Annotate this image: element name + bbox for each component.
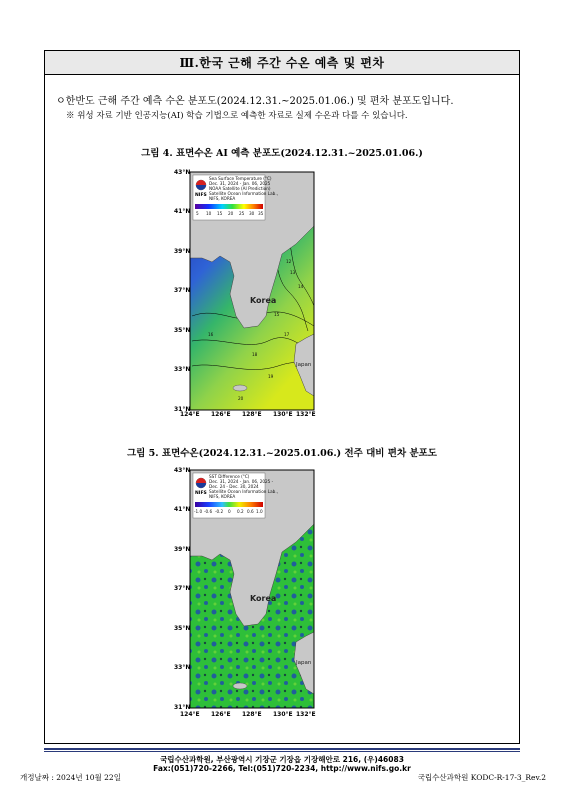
- legend-line: Satellite Ocean Information Lab.,: [209, 191, 278, 196]
- document-id: 국립수산과학원 KODC-R-17-3_Rev.2: [417, 773, 546, 782]
- colorbar-tick: -0.2: [215, 509, 224, 514]
- disclaimer-note: ※ 위성 자료 기반 인공지능(AI) 학습 기법으로 예측한 자료로 실제 수온과 다를 수 있습니다.: [66, 111, 408, 121]
- legend-line: NIFS, KOREA: [209, 196, 236, 201]
- jeju-island: [233, 683, 247, 689]
- land-label-japan: Japan: [296, 362, 312, 368]
- colorbar-tick: 20: [228, 211, 234, 216]
- colorbar-tick: 30: [249, 211, 255, 216]
- lat-tick: 39°N: [174, 248, 191, 255]
- figure4-svg: [174, 166, 316, 418]
- lat-tick: 41°N: [174, 506, 191, 513]
- lat-tick: 35°N: [174, 327, 191, 334]
- legend-line: Dec. 24 - Dec. 30, 2024: [209, 484, 259, 489]
- colorbar-tick: 35: [258, 211, 264, 216]
- colorbar-tick: 10: [206, 211, 212, 216]
- lat-tick: 39°N: [174, 546, 191, 553]
- lon-tick: 132°E: [296, 411, 316, 418]
- footer-rule-thin: [44, 751, 520, 752]
- lat-tick: 33°N: [174, 366, 191, 373]
- nifs-logo-text: NIFS: [195, 193, 207, 198]
- figure4-caption: 그림 4. 표면수온 AI 예측 분포도(2024.12.31.~2025.01.06.): [141, 148, 423, 159]
- figure5-caption: 그림 5. 표면수온(2024.12.31.~2025.01.06.) 전주 대비 편차 분포도: [127, 448, 437, 459]
- lat-tick: 35°N: [174, 625, 191, 632]
- contour-label: 14: [298, 284, 304, 289]
- colorbar: [195, 204, 263, 209]
- land-label-korea: Korea: [250, 594, 277, 603]
- contour-label: 19: [268, 374, 274, 379]
- contour-label: 18: [252, 352, 258, 357]
- colorbar: [195, 502, 263, 507]
- legend-line: SST Difference (°C): [209, 474, 250, 479]
- lat-tick: 37°N: [174, 585, 191, 592]
- figure4-sst-map: [174, 166, 316, 418]
- legend-line: Dec. 31, 2024 - Jan. 06, 2025 -: [209, 479, 274, 484]
- contour-label: 20: [238, 396, 244, 401]
- lat-tick: 33°N: [174, 664, 191, 671]
- footer-rule: [44, 748, 520, 750]
- lon-tick: 130°E: [273, 711, 293, 718]
- lon-tick: 124°E: [180, 411, 200, 418]
- footer-address: 국립수산과학원, 부산광역시 기장군 기장읍 기장해안로 216, (우)46083: [160, 755, 404, 764]
- legend-line: Satellite Ocean Information Lab.,: [209, 489, 278, 494]
- figure5-svg: [174, 464, 316, 718]
- lon-tick: 126°E: [211, 711, 231, 718]
- colorbar-tick: 25: [239, 211, 245, 216]
- nifs-logo-text: NIFS: [195, 491, 207, 496]
- lat-tick: 37°N: [174, 287, 191, 294]
- bullet-text: ㅇ한반도 근해 주간 예측 수온 분포도(2024.12.31.~2025.01.06.) 및 편차 분포도입니다.: [56, 96, 454, 107]
- contour-label: 16: [208, 332, 214, 337]
- figure5-diff-map: [174, 464, 316, 718]
- contour-label: 13: [290, 270, 296, 275]
- lon-tick: 132°E: [296, 711, 316, 718]
- section-title: Ⅲ.한국 근해 주간 수온 예측 및 편차: [45, 51, 519, 75]
- lat-tick: 43°N: [174, 467, 191, 474]
- legend-line: NOAA Satellite (AI Prediction): [209, 186, 271, 191]
- colorbar-tick: -0.6: [204, 509, 213, 514]
- legend-line: Sea Surface Temperature (°C): [209, 176, 272, 181]
- lon-tick: 126°E: [211, 411, 231, 418]
- lat-tick: 41°N: [174, 208, 191, 215]
- land-label-korea: Korea: [250, 296, 277, 305]
- colorbar-tick: 0.6: [247, 509, 254, 514]
- colorbar-tick: 0.2: [237, 509, 244, 514]
- lat-tick: 31°N: [174, 406, 191, 413]
- lon-tick: 124°E: [180, 711, 200, 718]
- lat-tick: 31°N: [174, 704, 191, 711]
- contour-label: 15: [274, 312, 280, 317]
- colorbar-tick: -1.0: [194, 509, 203, 514]
- contour-label: 17: [284, 332, 290, 337]
- colorbar-tick: 0: [228, 509, 231, 514]
- colorbar-tick: 15: [217, 211, 223, 216]
- footer-contact: Fax:(051)720-2266, Tel:(051)720-2234, http://www.nifs.go.kr: [153, 764, 411, 773]
- land-label-japan: Japan: [296, 660, 312, 666]
- lon-tick: 128°E: [242, 411, 262, 418]
- lat-tick: 43°N: [174, 169, 191, 176]
- contour-label: 12: [286, 259, 292, 264]
- legend-line: Dec. 31, 2024 - Jan. 06, 2025: [209, 181, 271, 186]
- legend-line: NIFS, KOREA: [209, 494, 236, 499]
- lon-tick: 128°E: [242, 711, 262, 718]
- lon-tick: 130°E: [273, 411, 293, 418]
- revision-date: 개정날짜 : 2024년 10월 22일: [20, 773, 121, 782]
- colorbar-tick: 1.0: [256, 509, 263, 514]
- jeju-island: [233, 385, 247, 391]
- colorbar-tick: 5: [196, 211, 199, 216]
